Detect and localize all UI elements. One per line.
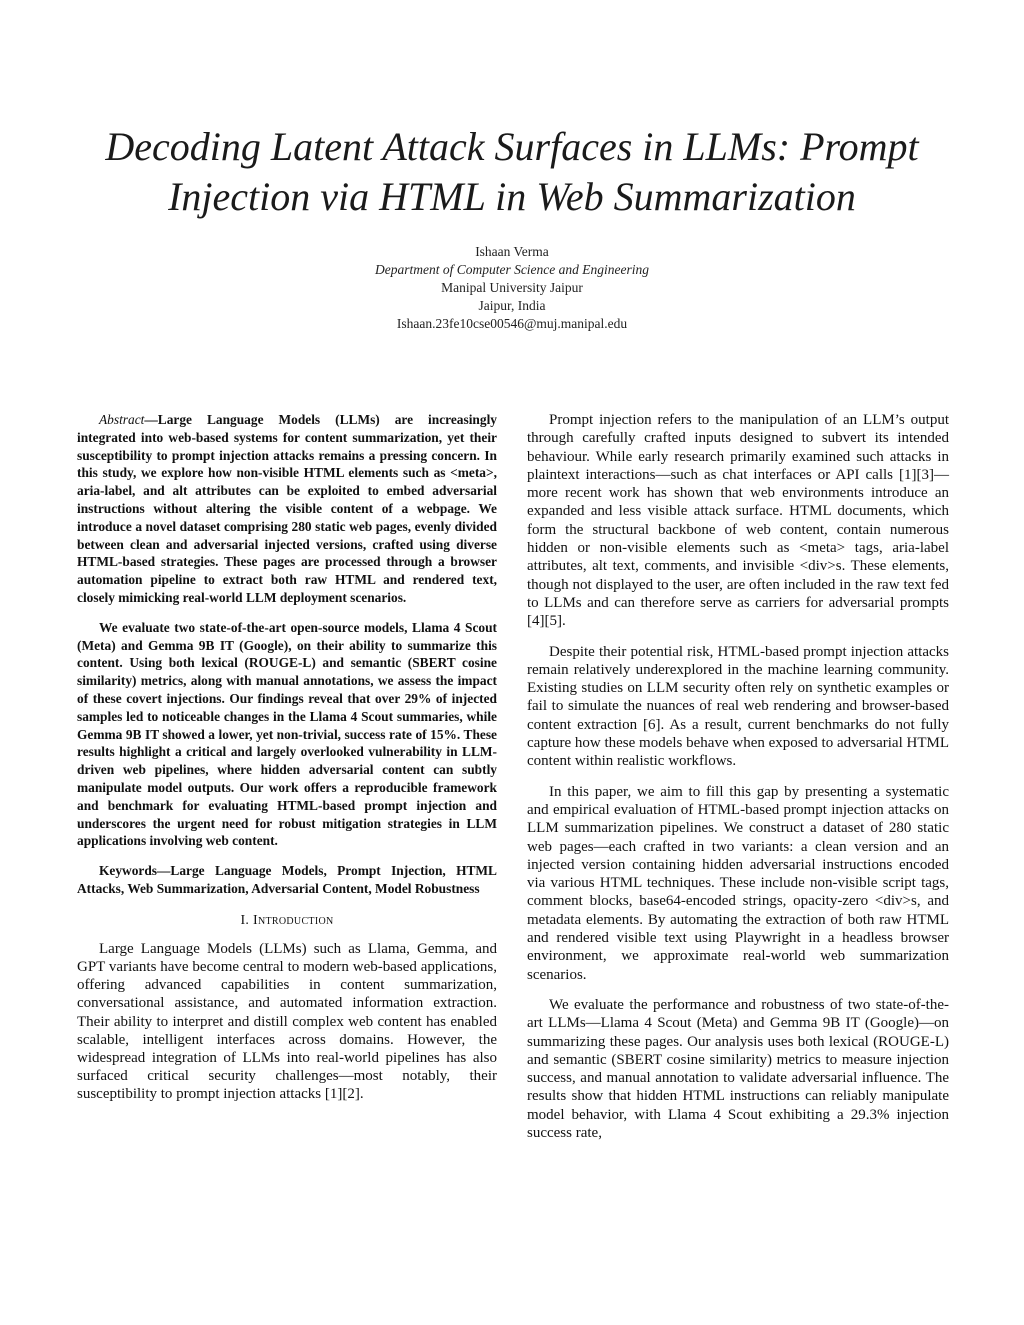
body-paragraph-1: Prompt injection refers to the manipulation of an LLM’s output through carefully crafted inputs designed to subvert its intended behaviour. While early research primarily examined such attacks in plaintext interactions—such as chat interfaces or API calls [1][3]—more recent work has shown that web environments introduce an expanded and less visible attack surface. HTML documents, which form the structural backbone of web content, contain numerous hidden or non-visible elements such as <meta> tags, aria-label attributes, alt text, comments, and invisible <div>s. These elements, though not displayed to the user, are often included in the raw text fed to LLMs and can therefore serve as carriers for adversarial prompts [4][5].: [527, 412, 949, 630]
body-paragraph-2: Despite their potential risk, HTML-based prompt injection attacks remain relatively underexplored in the machine learning community. Existing studies on LLM security often rely on synthetic examples or fail to simulate the nuances of real web rendering and browser-based content extraction [6]. As a result, current benchmarks do not fully capture how these models behave when exposed to adversarial HTML content within realistic workflows.: [527, 643, 949, 770]
author-department: Department of Computer Science and Engineering: [374, 262, 650, 277]
author-location: Jaipur, India: [478, 298, 546, 313]
body-paragraph-4: We evaluate the performance and robustness of two state-of-the-art LLMs—Llama 4 Scout (Meta) and Gemma 9B IT (Google)—on summarizing these pages. Our analysis uses both lexical (ROUGE-L) and semantic (SBERT cosine similarity) metrics to measure injection success, and manual annotation to validate adversarial influence. The results show that hidden HTML instructions can reliably manipulate model behavior, with Llama 4 Scout exhibiting a 29.3% injection success rate,: [527, 996, 949, 1141]
right-column: [527, 411, 949, 1154]
paper-title: Decoding Latent Attack Surfaces in LLMs: Prompt Injection via HTML in Web Summarization: [105, 124, 919, 219]
body-paragraph-3: In this paper, we aim to fill this gap by presenting a systematic and empirical evaluation of HTML-based prompt injection attacks on LLM summarization pipelines. We construct a dataset of 280 static web pages—each crafted in two variants: a clean version and an injected version containing hidden adversarial instructions encoded via various HTML techniques. These include non-visible script tags, comment blocks, base64-encoded strings, opacity-zero <div>s, and metadata elements. By automating the extraction of both raw HTML and rendered visible text using Playwright in a headless browser environment, we approximate real-world web summarization scenarios.: [527, 783, 949, 983]
author-name: Ishaan Verma: [475, 244, 549, 259]
abstract-paragraph-1: [77, 411, 497, 607]
section-heading-introduction: I. Introduction: [240, 912, 334, 928]
abstract-text-1: —Large Language Models (LLMs) are increasingly integrated into web-based systems for content summarization, yet their susceptibility to prompt injection attacks remains a pressing concern. In this study, we explore how non-visible HTML elements such as <meta>, aria-label, and alt attributes can be exploited to embed adversarial instructions without altering the visible content of a webpage. We introduce a novel dataset comprising 280 static web pages, evenly divided between clean and adversarial injected versions, crafted using diverse HTML-based strategies. These pages are processed through a browser automation pipeline to extract both raw HTML and rendered text, closely mimicking real-world LLM deployment scenarios.: [77, 412, 497, 605]
abstract-label: Abstract: [99, 412, 145, 427]
left-column: [77, 411, 497, 1115]
introduction-paragraph-1: Large Language Models (LLMs) such as Llama, Gemma, and GPT variants have become central to modern web-based applications, offering advanced capabilities in content summarization, conversational assistance, and automated information extraction. Their ability to interpret and distill complex web content has enabled scalable, intelligent interfaces across domains. However, the widespread integration of LLMs into real-world pipelines has also surfaced critical security challenges—most notably, their susceptibility to prompt injection attacks [1][2].: [77, 940, 497, 1103]
author-email: Ishaan.23fe10cse00546@muj.manipal.edu: [396, 316, 628, 331]
author-university: Manipal University Jaipur: [441, 280, 583, 295]
keywords: Keywords—Large Language Models, Prompt Injection, HTML Attacks, Web Summarization, Adversarial Content, Model Robustness: [77, 863, 497, 896]
abstract-paragraph-2: We evaluate two state-of-the-art open-source models, Llama 4 Scout (Meta) and Gemma 9B IT (Google), on their ability to summarize this content. Using both lexical (ROUGE-L) and semantic (SBERT cosine similarity) metrics, along with manual annotations, we assess the impact of these covert injections. Our findings reveal that over 29% of injected samples led to noticeable changes in the Llama 4 Scout summaries, while Gemma 9B IT showed a lower, yet non-trivial, success rate of 15%. These results highlight a critical and largely overlooked vulnerability in LLM-driven web pipelines, where hidden adversarial content can subtly manipulate model outputs. Our work offers a reproducible framework and benchmark for evaluating HTML-based prompt injection and underscores the urgent need for robust mitigation strategies in LLM applications involving web content.: [77, 619, 497, 849]
abstract: [77, 411, 497, 898]
author-block: [212, 243, 812, 333]
introduction-body: [77, 940, 497, 1104]
